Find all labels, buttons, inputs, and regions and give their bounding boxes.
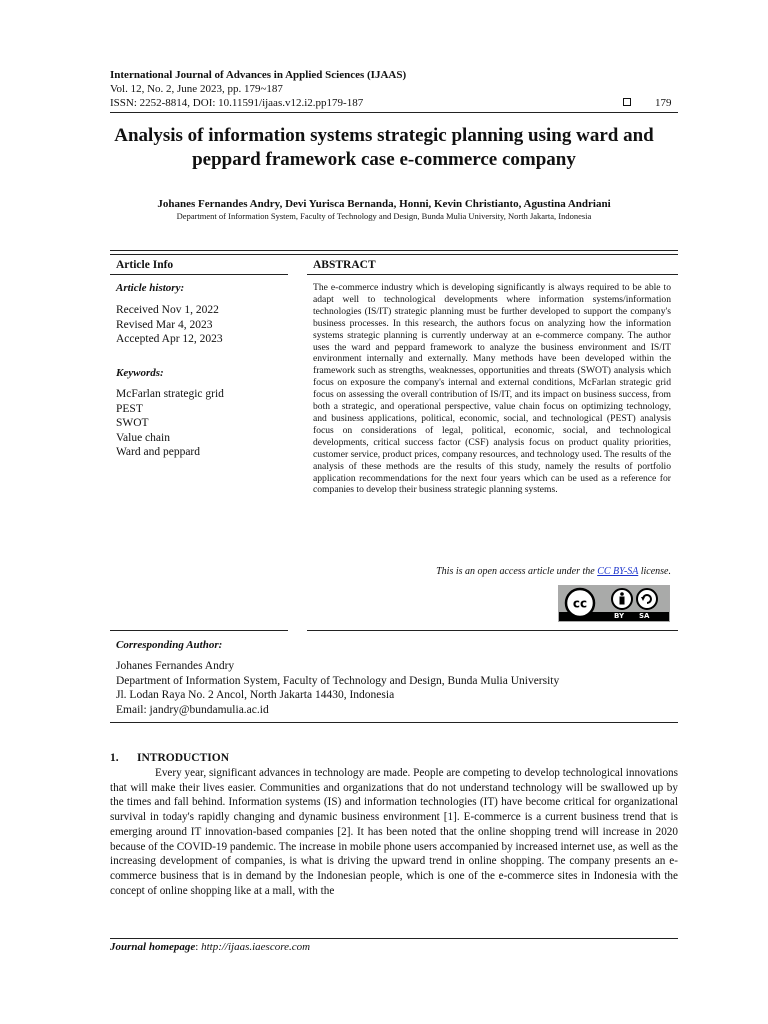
- badge-sa-label: SA: [639, 612, 650, 620]
- article-info-bottom-rule: [110, 630, 288, 631]
- affiliation: Department of Information System, Faculty of Technology and Design, Bunda Mulia University, North Jakarta, Indonesia: [176, 211, 592, 221]
- abstract-text: The e-commerce industry which is developing significantly is always required to be able to adapt well to technological developments where information systems/information technologies (IS/IT) strategic planning must be further developed to support the company's business processes. In this research, the authors focus on analyzing how the information systems strategic planning is currently underway at an e-commerce company. The author uses the ward and peppard framework to analyze the business environment and IS/IT environment internally and externally. Many methods have been developed within the framework such as strengths, weaknesses, opportunities and threats (SWOT) analysis which focus on exposure the company's internal and external conditions, McFarlan strategic grid focus on assessing the overall contribution of IS/IT, and its impact on business success, from both a strategic, and operational perspective, value chain focus on optimizing technology, and business applications, political, economic, social, and technological (PEST) analysis focus on considerations of legal, political, economic, social, and technological developments, critical success factor (CSF) analysis focus on product quality priorities, customer service, product prices, company resources, and technology used. The results of the analysis of these methods are the results of this study, namely the results of portfolio application recommendations for the next four years which can be used as a reference for companies to develop their business strategic planning systems.: [313, 282, 671, 496]
- intro-section-number: 1.: [110, 752, 119, 764]
- square-bullet-icon: [623, 98, 631, 106]
- corresponding-department: Department of Information System, Faculty of Technology and Design, Bunda Mulia University: [116, 674, 560, 687]
- corresponding-address: Jl. Lodan Raya No. 2 Ancol, North Jakarta 14430, Indonesia: [116, 689, 395, 701]
- license-suffix: license.: [638, 566, 671, 577]
- history-accepted: Accepted Apr 12, 2023: [116, 333, 223, 345]
- article-history-list: [116, 303, 223, 347]
- volume-info: Vol. 12, No. 2, June 2023, pp. 179~187: [110, 83, 283, 95]
- keyword-item: Value chain: [116, 431, 170, 444]
- abstract-heading: ABSTRACT: [313, 259, 376, 271]
- intro-paragraph: Every year, significant advances in technology are made. People are competing to develop technological innovations that will make their lives easier. Communities and organizations that do not understand technology will be swallowed up by the times and fall behind. Information systems (IS) and information technologies (IT) have become critical for organizational survival in today's rapidly changing and dynamic business environment [1]. E-commerce is a current business trend that is emerging around IT innovation-based companies [2]. It has been noted that the online shopping trend will increase in 2020 because of the COVID-19 pandemic. The increase in mobile phone users accompanied by increased internet use, as well as the increasing development of companies, is what is driving the upward trend in online shopping. The company presents an e-commerce business that is in demand by the Indonesian people, which is one of the e-commerce sites in Indonesia with the concept of online shopping like at a mall, with the: [110, 767, 678, 897]
- issn-doi: ISSN: 2252-8814, DOI: 10.11591/ijaas.v12.i2.pp179-187: [110, 97, 364, 109]
- cc-by-sa-link[interactable]: CC BY-SA: [597, 566, 639, 577]
- corresponding-author-details: [116, 659, 559, 717]
- cc-by-sa-badge[interactable]: [558, 585, 670, 622]
- keyword-item: Ward and peppard: [116, 446, 201, 458]
- license-prefix: This is an open access article under the: [436, 566, 598, 577]
- abstract-rule: [307, 274, 678, 275]
- footer-rule: [110, 938, 678, 939]
- license-statement: [313, 566, 671, 577]
- article-info-heading: Article Info: [116, 259, 174, 271]
- history-received: Received Nov 1, 2022: [116, 304, 219, 316]
- article-info-rule: [110, 274, 288, 275]
- corresponding-bottom-rule: [110, 722, 678, 723]
- keywords-label: Keywords:: [116, 367, 164, 379]
- abstract-bottom-rule: [307, 630, 678, 631]
- article-history-label: Article history:: [116, 282, 185, 294]
- corresponding-email: Email: jandry@bundamulia.ac.id: [116, 703, 269, 716]
- page-number: 179: [655, 97, 672, 109]
- journal-homepage-separator: :: [195, 941, 202, 953]
- svg-text:cc: cc: [572, 596, 588, 611]
- keyword-item: PEST: [116, 402, 143, 415]
- keyword-item: McFarlan strategic grid: [116, 388, 224, 400]
- paper-title: Analysis of information systems strategic planning using ward and peppard framework case e-commerce company: [114, 125, 654, 170]
- journal-homepage-url[interactable]: http://ijaas.iaescore.com: [201, 941, 311, 953]
- author-list: Johanes Fernandes Andry, Devi Yurisca Bernanda, Honni, Kevin Christianto, Agustina Andriani: [157, 198, 611, 210]
- journal-name: International Journal of Advances in Applied Sciences (IJAAS): [110, 69, 407, 81]
- intro-heading: INTRODUCTION: [137, 752, 230, 764]
- keywords-list: [116, 387, 224, 460]
- section-double-rule: [110, 250, 678, 255]
- journal-homepage-label: Journal homepage: [110, 941, 196, 953]
- header-rule: [110, 112, 678, 113]
- corresponding-author-label: Corresponding Author:: [116, 639, 223, 651]
- badge-by-label: BY: [614, 612, 625, 620]
- corresponding-name: Johanes Fernandes Andry: [116, 660, 235, 672]
- journal-homepage: [110, 941, 310, 953]
- history-revised: Revised Mar 4, 2023: [116, 318, 213, 331]
- keyword-item: SWOT: [116, 417, 149, 429]
